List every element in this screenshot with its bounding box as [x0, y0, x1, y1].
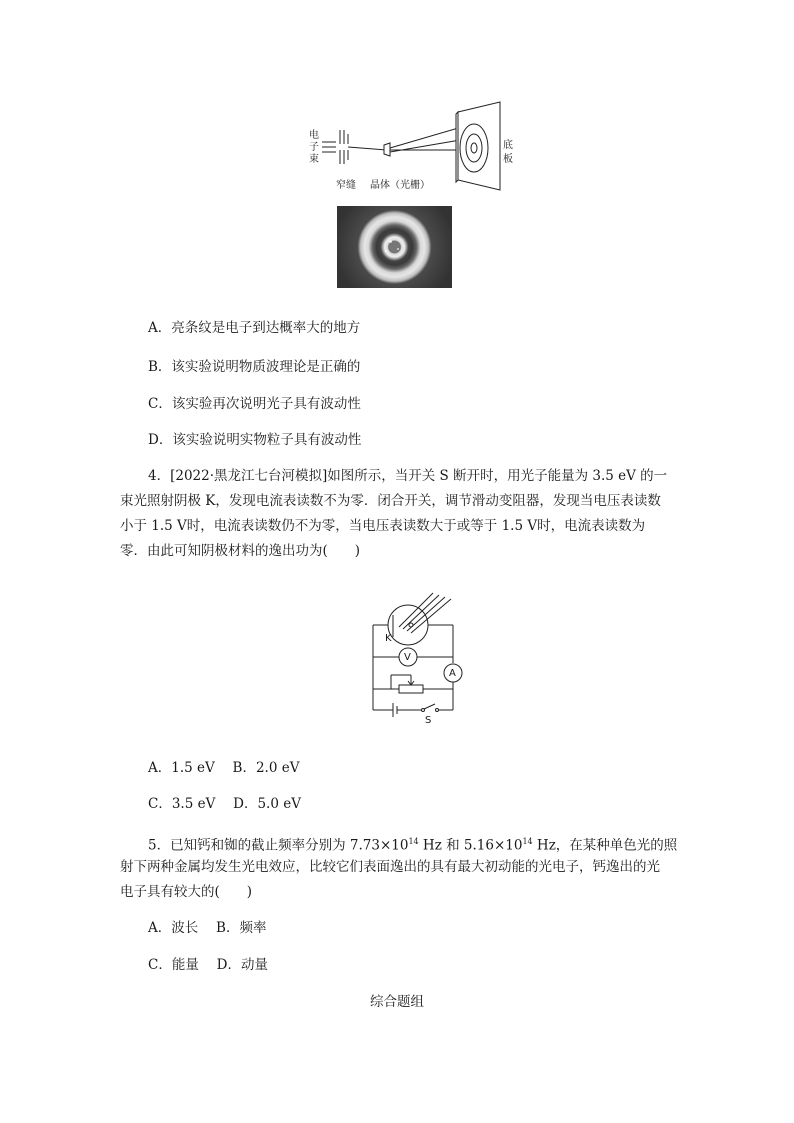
- electron-diffraction-figure: [300, 100, 530, 200]
- q3-option-c: C．该实验再次说明光子具有波动性: [148, 396, 361, 412]
- crystal-label: 晶体（光栅）: [370, 180, 430, 191]
- q5-stem-line-1: [148, 832, 677, 856]
- q5-options-ab: A．波长 B．频率: [148, 920, 267, 936]
- q5-stem-line-3: 电子具有较大的( ): [120, 884, 253, 900]
- q5-exponent-2: 14: [522, 837, 533, 846]
- q3-option-d: D．该实验说明实物粒子具有波动性: [148, 432, 362, 448]
- electron-beam-label-3: 束: [309, 154, 319, 165]
- q5-options-cd: C．能量 D．动量: [148, 957, 268, 973]
- q4-stem-line-1: 4．[2022·黑龙江七台河模拟]如图所示，当开关 S 断开时，用光子能量为 3.5 eV 的一: [148, 468, 668, 484]
- cathode-k-label: K: [385, 633, 392, 644]
- diffraction-pattern-photo: [337, 206, 452, 288]
- q4-options-cd: C．3.5 eV D．5.0 eV: [148, 796, 301, 812]
- q5-stem-line-2: 射下两种金属均发生光电效应，比较它们表面逸出的具有最大初动能的光电子，钙逸出的光: [120, 859, 660, 875]
- electron-beam-label-1: 电: [309, 130, 319, 141]
- switch-s-label: S: [425, 715, 432, 726]
- q4-stem-line-2: 束光照射阴极 K，发现电流表读数不为零．闭合开关，调节滑动变阻器，发现当电压表读数: [120, 493, 661, 509]
- voltmeter-v-label: V: [404, 652, 411, 663]
- q4-stem-line-4: 零．由此可知阴极材料的逸出功为( ): [120, 543, 361, 559]
- q3-option-b: B．该实验说明物质波理论是正确的: [148, 359, 361, 375]
- ammeter-a-label: A: [449, 668, 456, 679]
- section-title: 综合题组: [370, 994, 424, 1010]
- q4-options-ab: A．1.5 eV B．2.0 eV: [148, 760, 300, 776]
- q5-exponent-1: 14: [408, 837, 419, 846]
- slit-label: 窄缝: [336, 180, 356, 191]
- q4-stem-line-3: 小于 1.5 V时，电流表读数仍不为零，当电压表读数大于或等于 1.5 V时，电流表读数为: [120, 518, 646, 534]
- screen-label-2: 板: [503, 154, 513, 165]
- q3-option-a: A．亮条纹是电子到达概率大的地方: [148, 320, 361, 336]
- photoelectric-circuit-figure: [365, 585, 475, 726]
- q5-line1-post: Hz，在某种单色光的照: [532, 837, 678, 854]
- circuit-diagram: [365, 585, 475, 720]
- electron-beam-label-2: 子: [309, 142, 319, 153]
- q5-line1-mid: Hz 和 5.16×10: [418, 837, 523, 854]
- q5-line1-pre: 5．已知钙和铷的截止频率分别为 7.73×10: [148, 837, 409, 854]
- screen-label-1: 底: [503, 140, 513, 151]
